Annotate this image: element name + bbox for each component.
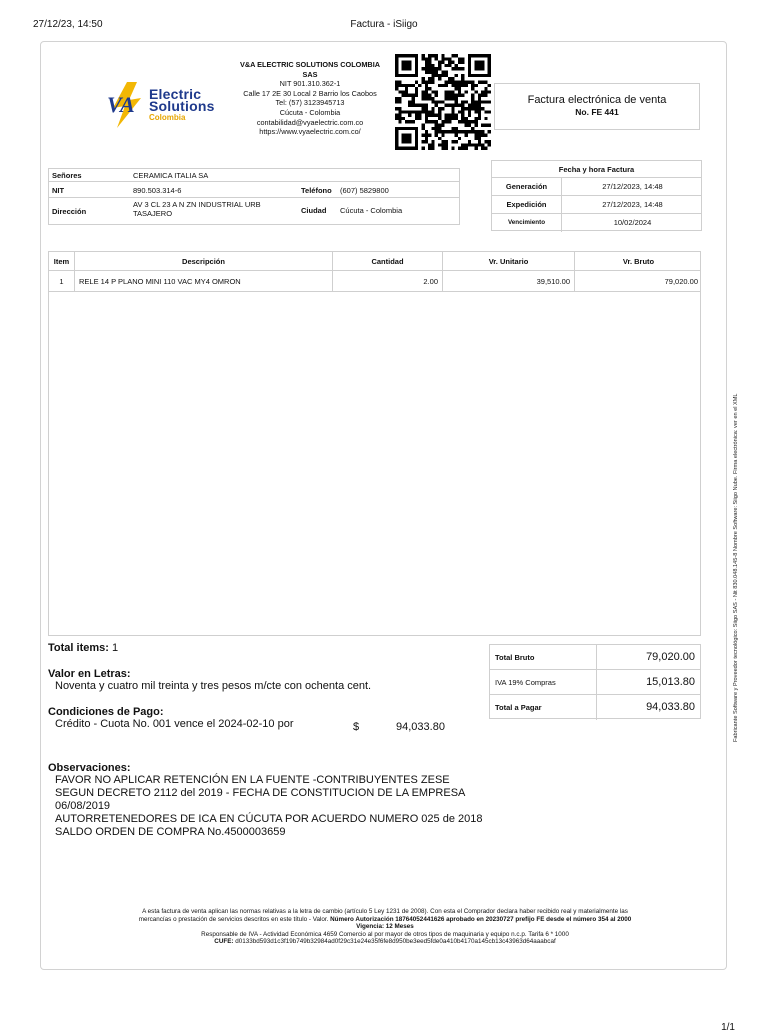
pago-currency: $	[353, 721, 360, 733]
expedicion-value: 27/12/2023, 14:48	[602, 200, 663, 209]
dates-header: Fecha y hora Factura	[492, 161, 701, 178]
cufe-value: d0133bd593d1c3f19b749b32984ad0f29c31e24e35f6fe8d950be3eed5fde0a410b4170a145cb13c43963d64aaabcaf	[235, 938, 556, 946]
table-row	[49, 271, 700, 292]
client-info	[48, 168, 460, 225]
iva-value: 15,013.80	[646, 676, 695, 688]
generacion-value: 27/12/2023, 14:48	[602, 182, 663, 191]
nit-label: NIT	[52, 186, 65, 195]
total-bruto-value: 79,020.00	[646, 651, 695, 663]
condiciones-pago	[48, 706, 488, 731]
cell-unitario: 39,510.00	[443, 271, 575, 291]
print-datetime: 27/12/23, 14:50	[33, 19, 103, 30]
company-nit: NIT 901.310.362-1	[279, 79, 341, 89]
expedicion-label: Expedición	[492, 196, 562, 214]
total-pagar-label: Total a Pagar	[490, 695, 597, 720]
observaciones-line: FAVOR NO APLICAR RETENCIÓN EN LA FUENTE -CONTRIBUYENTES ZESE	[55, 774, 450, 786]
generacion-label: Generación	[492, 178, 562, 196]
invoice-sheet	[40, 41, 727, 970]
header-cantidad: Cantidad	[333, 252, 443, 270]
print-page-number: 1/1	[721, 1022, 735, 1033]
logo-text-1: Electric	[149, 86, 202, 102]
footer-cufe	[71, 938, 699, 946]
company-info	[229, 60, 391, 137]
company-logo	[105, 82, 225, 130]
company-address: Calle 17 2E 30 Local 2 Barrio los Caobos	[243, 88, 377, 98]
direccion-value-2: TASAJERO	[133, 209, 173, 218]
header-item: Item	[49, 252, 75, 270]
svg-text:VA: VA	[107, 92, 135, 117]
cell-cantidad: 2.00	[333, 271, 443, 291]
total-items	[48, 642, 118, 654]
qr-code-icon	[395, 54, 491, 150]
pago-amount: 94,033.80	[396, 721, 445, 733]
letras-title: Valor en Letras:	[48, 668, 131, 680]
side-note-text: Fabricante Software y Proveedor tecnológico: Siigo SAS - Nit 830.048.145-8 Nombre Software: Siigo Nube. Firma electrónica: ver en el XML	[733, 393, 739, 742]
print-title: Factura - iSiigo	[350, 19, 418, 30]
cell-descripcion: RELE 14 P PLANO MINI 110 VAC MY4 OMRON	[75, 271, 333, 291]
total-items-label: Total items:	[48, 642, 109, 654]
header-bruto: Vr. Bruto	[622, 257, 655, 266]
software-side-note	[733, 296, 745, 742]
direccion-value-1: AV 3 CL 23 A N ZN INDUSTRIAL URB	[133, 200, 261, 209]
totals-table	[489, 644, 701, 719]
cell-item: 1	[49, 271, 75, 291]
observaciones-line: SALDO ORDEN DE COMPRA No.4500003659	[55, 826, 286, 838]
iva-label: IVA 19% Compras	[490, 670, 597, 694]
invoice-title-box	[494, 83, 700, 130]
company-phone: Tel: (57) 3123945713	[275, 98, 345, 108]
company-email[interactable]: contabilidad@vyaelectric.com.co	[256, 117, 364, 127]
valor-letras	[48, 668, 488, 693]
invoice-dates	[491, 160, 702, 231]
lightning-logo-icon	[105, 82, 151, 128]
footer-line-2a: mercancías o prestación de servicios descritos en este título - Valor.	[138, 915, 329, 923]
items-header-row	[49, 252, 700, 271]
observaciones-line: 06/08/2019	[55, 800, 111, 812]
header-unitario: Vr. Unitario	[443, 252, 575, 270]
invoice-number: No. FE 441	[575, 107, 619, 117]
company-name-1: V&A ELECTRIC SOLUTIONS COLOMBIA	[240, 60, 380, 69]
footer-line-1: A esta factura de venta aplican las normas relativas a la letra de cambio (artículo 5 Ley 1231 de 2008). Con esta el Comprador declara haber recibido real y materialmente las	[142, 908, 628, 915]
total-items-value: 1	[111, 642, 119, 654]
observaciones-title: Observaciones:	[48, 762, 131, 774]
company-web[interactable]: https://www.vyaelectric.com.co/	[259, 127, 361, 137]
company-name-2: SAS	[302, 69, 318, 79]
letras-value: Noventa y cuatro mil treinta y tres pesos m/cte con ochenta cent.	[55, 680, 372, 692]
total-pagar-value: 94,033.80	[646, 701, 695, 713]
cell-bruto: 79,020.00	[664, 277, 698, 286]
legal-footer	[71, 908, 699, 946]
cufe-label: CUFE:	[214, 938, 234, 946]
pago-value: Crédito - Cuota No. 001 vence el 2024-02-10 por	[55, 718, 294, 730]
nit-value: 890.503.314-6	[133, 186, 182, 195]
total-bruto-label: Total Bruto	[490, 645, 597, 669]
footer-vigencia: Vigencia: 12 Meses	[356, 923, 414, 931]
vencimiento-label: Vencimiento	[492, 214, 562, 232]
items-table	[48, 251, 701, 636]
senores-value: CERAMICA ITALIA SA	[133, 171, 209, 180]
pago-title: Condiciones de Pago:	[48, 706, 164, 718]
telefono-value: (607) 5829800	[340, 186, 389, 195]
footer-line-2	[71, 916, 699, 924]
footer-line-4: Responsable de IVA - Actividad Económica 4659 Comercio al por mayor de otros tipos de maquinaria y equipo n.c.p. Tarifa 6 * 1000	[201, 930, 569, 938]
logo-text-2: Solutions	[149, 98, 215, 114]
invoice-type: Factura electrónica de venta	[527, 94, 667, 106]
footer-line-2b: Número Autorización 18764052441626 aprobado en 20230727 prefijo FE desde el número 354 al 2000	[330, 915, 632, 923]
vencimiento-value: 10/02/2024	[613, 218, 652, 227]
ciudad-label: Ciudad	[301, 206, 327, 215]
ciudad-value: Cúcuta - Colombia	[340, 206, 403, 215]
company-city: Cúcuta - Colombia	[279, 107, 341, 117]
senores-label: Señores	[52, 171, 82, 180]
observaciones-line: SEGUN DECRETO 2112 del 2019 - FECHA DE CONSTITUCION DE LA EMPRESA	[55, 787, 466, 799]
logo-text-3: Colombia	[149, 113, 186, 122]
direccion-label: Dirección	[52, 207, 87, 216]
observaciones	[48, 762, 488, 839]
header-descripcion: Descripción	[75, 252, 333, 270]
footer-line-3	[71, 923, 699, 931]
telefono-label: Teléfono	[301, 186, 332, 195]
observaciones-line: AUTORRETENEDORES DE ICA EN CÚCUTA POR ACUERDO NUMERO 025 de 2018	[55, 813, 483, 825]
